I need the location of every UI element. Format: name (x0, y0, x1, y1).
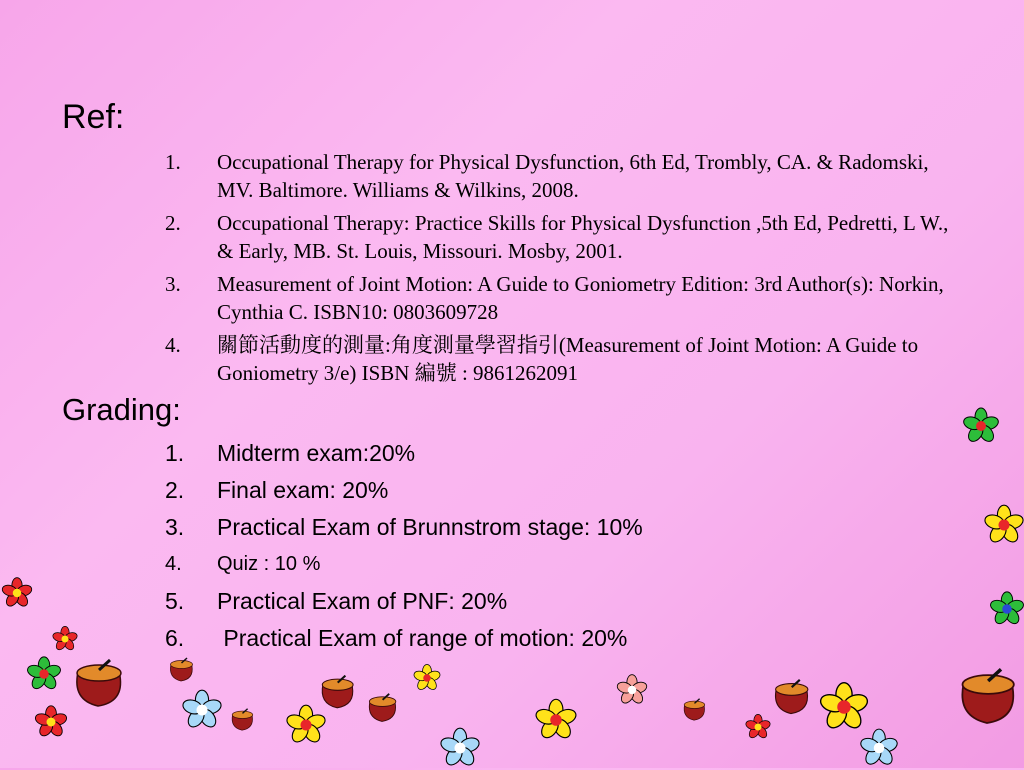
reference-item (165, 331, 965, 387)
grading-item (165, 475, 965, 505)
fruit-icon (766, 674, 816, 718)
flower-icon (533, 697, 579, 743)
fruit-cap (776, 684, 808, 696)
item-number: 2. (165, 477, 185, 503)
grading-item (165, 586, 965, 616)
fruit-icon (952, 660, 1022, 730)
grading-text: Midterm exam:20% (217, 440, 416, 466)
flower-icon (0, 576, 34, 610)
reference-text: Occupational Therapy: Practice Skills for Physical Dysfunction ,5th Ed, Pedretti, L W., & Early, MB. St. Louis, Missouri. Mosby, 2001. (217, 211, 949, 263)
flower-icon (51, 625, 79, 653)
flower-icon (438, 726, 482, 770)
item-number: 2. (165, 211, 181, 235)
fruit-cap (171, 661, 193, 669)
fruit-icon (316, 670, 358, 712)
grading-heading: Grading: (62, 392, 181, 427)
item-number: 4. (165, 553, 182, 575)
grading-list (165, 438, 965, 660)
flower-icon (33, 704, 69, 740)
grading-item (165, 512, 965, 542)
grading-item (165, 623, 965, 653)
reference-text: Occupational Therapy for Physical Dysfunction, 6th Ed, Trombly, CA. & Radomski, MV. Baltimore. Williams & Wilkins, 2008. (217, 150, 929, 202)
grading-text: Quiz : 10 % (217, 553, 321, 575)
flower-icon (858, 727, 900, 769)
grading-item (165, 438, 965, 468)
grading-item (165, 549, 965, 579)
reference-text: 關節活動度的測量:角度測量學習指引(Measurement of Joint Motion: A Guide to Goniometry 3/e) ISBN 編號 : 9861262091 (217, 333, 919, 385)
fruit-icon (364, 688, 400, 726)
reference-item (165, 270, 965, 326)
item-number: 4. (165, 333, 181, 357)
reference-list (165, 148, 965, 392)
item-number: 3. (165, 272, 181, 296)
ref-heading: Ref: (62, 98, 125, 136)
fruit-cap (684, 701, 705, 708)
flower-icon (412, 663, 442, 693)
fruit-icon (166, 653, 196, 685)
fruit-cap (369, 697, 395, 707)
fruit-icon (68, 652, 128, 712)
item-number: 6. (165, 625, 185, 651)
grading-text: Final exam: 20% (217, 477, 389, 503)
item-number: 3. (165, 514, 185, 540)
item-number: 1. (165, 440, 185, 466)
fruit-cap (232, 711, 253, 718)
reference-text: Measurement of Joint Motion: A Guide to Goniometry Edition: 3rd Author(s): Norkin, Cynthia C. ISBN10: 0803609728 (217, 272, 944, 324)
fruit-icon (680, 694, 708, 724)
grading-text: Practical Exam of range of motion: 20% (217, 625, 628, 651)
grading-text: Practical Exam of Brunnstrom stage: 10% (217, 514, 643, 540)
flower-icon (982, 503, 1024, 547)
fruit-cap (963, 675, 1014, 694)
grading-text: Practical Exam of PNF: 20% (217, 588, 508, 614)
fruit-cap (77, 665, 121, 681)
flower-icon (961, 406, 1001, 446)
fruit-cap (322, 679, 353, 690)
fruit-icon (228, 704, 256, 734)
flower-icon (180, 688, 224, 732)
item-number: 1. (165, 150, 181, 174)
reference-item (165, 148, 965, 204)
reference-item (165, 209, 965, 265)
flower-icon (25, 655, 63, 693)
item-number: 5. (165, 588, 185, 614)
flower-icon (988, 590, 1024, 628)
flower-icon (615, 673, 649, 707)
flower-icon (817, 680, 871, 734)
